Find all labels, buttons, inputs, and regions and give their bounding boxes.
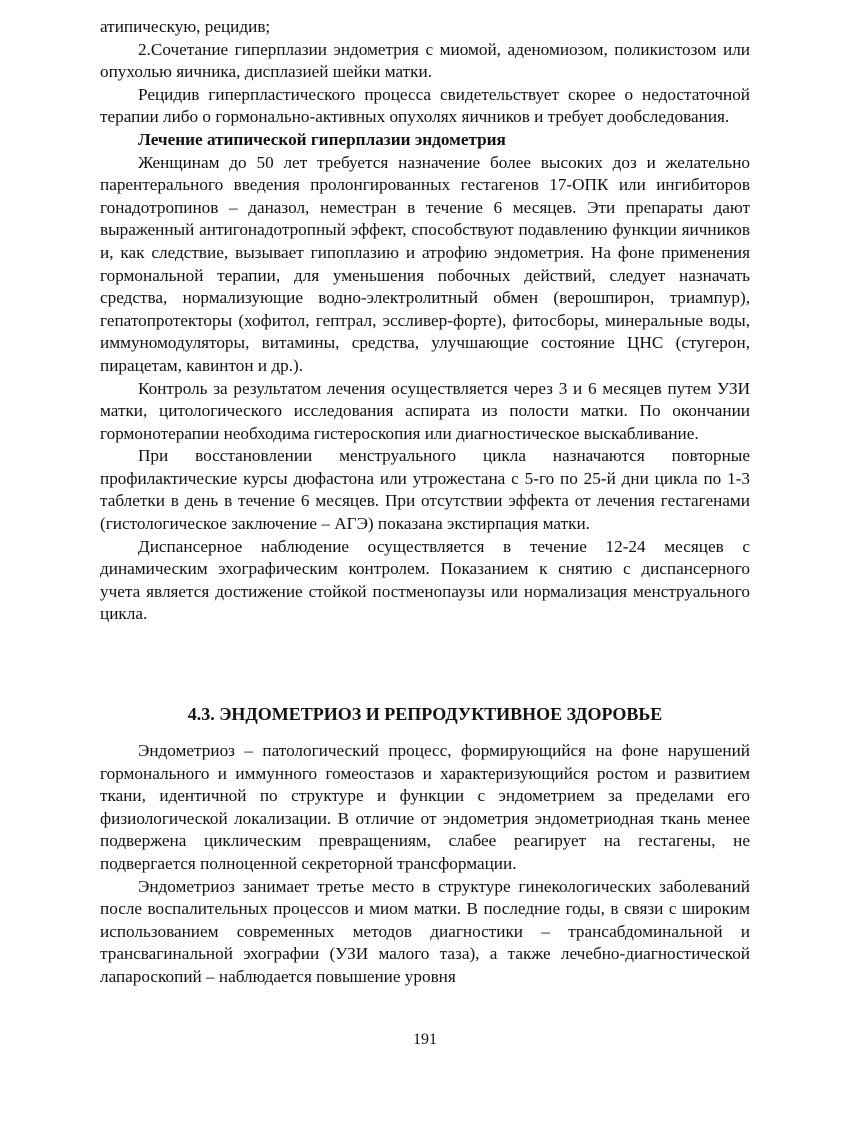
paragraph: атипическую, рецидив; bbox=[100, 17, 271, 36]
page-number: 191 bbox=[413, 1031, 437, 1048]
paragraph: Эндометриоз – патологический процесс, формирующийся на фоне нарушений гормонального и иммунного гомеостазов и характеризующийся ростом и развитием ткани, идентичной по структуре и функции с эндометрием за пределами его физиологической локализации. В отличие от эндометрия эндометриодная ткань менее подвержена циклическим превращениям, слабее реагирует на гестагены, не подвергается полноценной секреторной трансформации. bbox=[100, 741, 750, 873]
paragraph: Эндометриоз занимает третье место в структуре гинекологических заболеваний после воспалительных процессов и миом матки. В последние годы, в связи с широким использованием современных методов диагностики – трансабдоминальной и трансвагинальной эхографии (УЗИ малого таза), а также лечебно-диагностической лапароскопий – наблюдается повышение уровня bbox=[100, 876, 750, 986]
paragraph: Диспансерное наблюдение осуществляется в течение 12-24 месяцев с динамическим эхографическим контролем. Показанием к снятию с диспансерного учета является достижение стойкой постменопаузы или нормализация менструального цикла. bbox=[100, 536, 750, 624]
paragraph: 2.Сочетание гиперплазии эндометрия с миомой, аденомиозом, поликистозом или опухолью яичника, дисплазией шейки матки. bbox=[100, 39, 750, 82]
paragraph: Контроль за результатом лечения осуществляется через 3 и 6 месяцев путем УЗИ матки, цитологического исследования аспирата из полости матки. По окончании гормонотерапии необходима гистероскопия или диагностическое выскабливание. bbox=[100, 378, 750, 443]
paragraph: При восстановлении менструального цикла назначаются повторные профилактические курсы дюфастона или утрожестана с 5-го по 25-й дни цикла по 1-3 таблетки в день в течение 6 месяцев. При отсутствии эффекта от лечения гестагенами (гистологическое заключение – АГЭ) показана экстирпация матки. bbox=[100, 446, 750, 534]
paragraph: Женщинам до 50 лет требуется назначение более высоких доз и желательно парентерального введения пролонгированных гестагенов 17-ОПК или ингибиторов гонадотропинов – даназол, неместран в течение 6 месяцев. Эти препараты дают выраженный антигонадотропный эффект, способствуют подавлению функции яичников и, как следствие, вызывает гипоплазию и атрофию эндометрия. На фоне применения гормональной терапии, для уменьшения побочных действий, следует назначать средства, нормализующие водно-электролитный обмен (верошпирон, триампур), гепатопротекторы (хофитол, гептрал, эссливер-форте), фитосборы, минеральные воды, иммуномодуляторы, витамины, средства, улучшающие состояние ЦНС (стугерон, пирацетам, кавинтон и др.). bbox=[100, 152, 750, 375]
text-block-top bbox=[100, 16, 750, 626]
text-block-section bbox=[100, 740, 750, 989]
subheading: Лечение атипической гиперплазии эндометрия bbox=[138, 129, 506, 149]
paragraph: Рецидив гиперпластического процесса свидетельствует скорее о недостаточной терапии либо о гормонально-активных опухолях яичников и требует дообследования. bbox=[100, 84, 750, 127]
section-title: 4.3. ЭНДОМЕТРИОЗ И РЕПРОДУКТИВНОЕ ЗДОРОВЬЕ bbox=[187, 704, 663, 724]
